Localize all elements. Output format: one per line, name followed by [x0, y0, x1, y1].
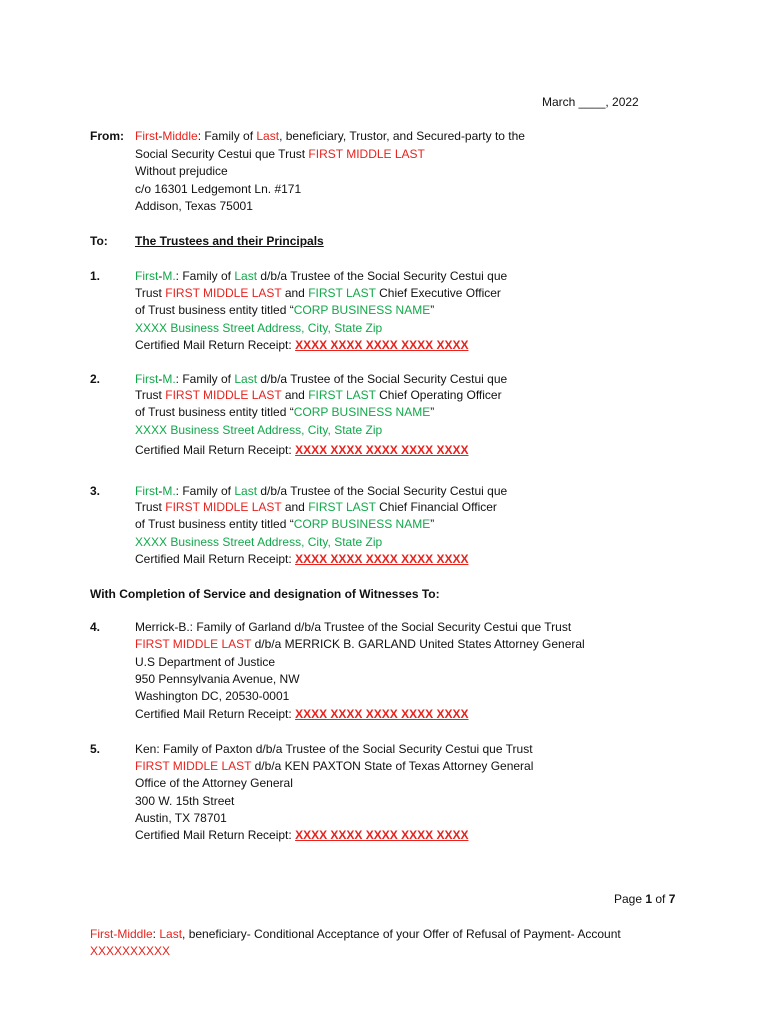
- from-trust-name: FIRST MIDDLE LAST: [308, 147, 425, 161]
- from-dash: -: [158, 129, 163, 143]
- recipient-2-line-3: [135, 405, 434, 420]
- witness-4-line-3: U.S Department of Justice: [135, 655, 276, 669]
- recipient-and: and: [281, 500, 309, 514]
- recipient-quote-close: ”: [430, 517, 435, 531]
- recipient-quote-close: ”: [430, 405, 435, 419]
- witness-4-line-1: Merrick-B.: Family of Garland d/b/a Trustee of the Social Security Cestui que Trust: [135, 620, 572, 634]
- recipient-entity-prefix: of Trust business entity titled “: [135, 405, 294, 419]
- witness-4-line-5: Washington DC, 20530-0001: [135, 689, 290, 703]
- recipient-last: Last: [234, 269, 258, 283]
- witness-5-cert: [135, 828, 468, 843]
- recipient-quote-close: ”: [430, 303, 435, 317]
- recipient-corp: CORP BUSINESS NAME: [293, 405, 431, 419]
- recipient-2-cert: [135, 443, 468, 458]
- witness-title: d/b/a MERRICK B. GARLAND United States Attorney General: [251, 637, 585, 651]
- recipient-1-address: XXXX Business Street Address, City, State Zip: [135, 321, 383, 335]
- recipient-last: Last: [234, 372, 258, 386]
- footer-sep: :: [152, 927, 160, 941]
- from-line-1: [135, 129, 525, 144]
- recipient-officer: Chief Financial Officer: [375, 500, 497, 514]
- recipient-first: First: [135, 269, 159, 283]
- recipient-1-line-3: [135, 303, 434, 318]
- recipient-family-of: : Family of: [175, 372, 235, 386]
- recipient-entity-prefix: of Trust business entity titled “: [135, 517, 294, 531]
- footer-account: XXXXXXXXXX: [90, 944, 171, 958]
- recipient-family-of: : Family of: [175, 484, 235, 498]
- recipient-m: M.: [162, 484, 176, 498]
- from-line-5: Addison, Texas 75001: [135, 199, 253, 213]
- witness-4-line-4: 950 Pennsylvania Avenue, NW: [135, 672, 300, 686]
- witness-5-line-1: Ken: Family of Paxton d/b/a Trustee of the Social Security Cestui que Trust: [135, 742, 533, 756]
- recipient-trustee-text: d/b/a Trustee of the Social Security Cestui que: [257, 269, 508, 283]
- recipient-corp: CORP BUSINESS NAME: [293, 517, 431, 531]
- recipient-officer: Chief Operating Officer: [375, 388, 502, 402]
- recipient-trust-prefix: Trust: [135, 500, 166, 514]
- recipient-trustee-text: d/b/a Trustee of the Social Security Cestui que: [257, 372, 508, 386]
- witness-4-line-2: [135, 637, 585, 652]
- recipient-entity-prefix: of Trust business entity titled “: [135, 303, 294, 317]
- recipient-3-number: 3.: [90, 484, 101, 498]
- cert-number: XXXX XXXX XXXX XXXX XXXX: [295, 828, 469, 842]
- recipient-2-line-2: [135, 388, 502, 403]
- from-line-4: c/o 16301 Ledgemont Ln. #171: [135, 182, 302, 196]
- page-of: of: [652, 892, 669, 906]
- cert-label: Certified Mail Return Receipt:: [135, 338, 296, 352]
- from-role: , beneficiary, Trustor, and Secured-party to the: [279, 129, 525, 143]
- recipient-first: First: [135, 484, 159, 498]
- recipient-2-line-1: First-M.: Family of Last d/b/a Trustee of the Social Security Cestui que: [135, 372, 508, 386]
- recipient-trust-prefix: Trust: [135, 388, 166, 402]
- recipient-corp: CORP BUSINESS NAME: [293, 303, 431, 317]
- witness-5-line-4: 300 W. 15th Street: [135, 794, 235, 808]
- page-total: 7: [668, 892, 676, 906]
- recipient-officer: Chief Executive Officer: [375, 286, 501, 300]
- recipient-1-number: 1.: [90, 269, 101, 283]
- from-label: From:: [90, 129, 124, 143]
- from-last: Last: [256, 129, 280, 143]
- cert-number: XXXX XXXX XXXX XXXX XXXX: [295, 552, 469, 566]
- footer-line-1: [90, 927, 621, 942]
- page-current: 1: [645, 892, 653, 906]
- witness-fml: FIRST MIDDLE LAST: [135, 637, 252, 651]
- recipient-and: and: [281, 388, 309, 402]
- witness-5-line-2: [135, 759, 533, 774]
- witness-fml: FIRST MIDDLE LAST: [135, 759, 252, 773]
- witness-heading: With Completion of Service and designation of Witnesses To:: [90, 587, 440, 601]
- cert-label: Certified Mail Return Receipt:: [135, 552, 296, 566]
- to-label: To:: [90, 234, 108, 248]
- recipient-3-cert: [135, 552, 468, 567]
- recipient-fml: FIRST MIDDLE LAST: [165, 388, 282, 402]
- recipient-family-of: : Family of: [175, 269, 235, 283]
- from-first: First: [135, 129, 159, 143]
- witness-5-line-5: Austin, TX 78701: [135, 811, 227, 825]
- witness-title: d/b/a KEN PAXTON State of Texas Attorney General: [251, 759, 534, 773]
- from-family-of: : Family of: [197, 129, 257, 143]
- witness-5-line-3: Office of the Attorney General: [135, 776, 293, 790]
- recipient-fml: FIRST MIDDLE LAST: [165, 286, 282, 300]
- to-heading: The Trustees and their Principals: [135, 234, 324, 248]
- recipient-m: M.: [162, 269, 176, 283]
- recipient-1-line-1: First-M.: Family of Last d/b/a Trustee of the Social Security Cestui que: [135, 269, 508, 283]
- recipient-last: Last: [234, 484, 258, 498]
- witness-5-number: 5.: [90, 742, 101, 756]
- recipient-1-line-2: [135, 286, 501, 301]
- witness-4-cert: [135, 707, 468, 722]
- recipient-trustee-text: d/b/a Trustee of the Social Security Cestui que: [257, 484, 508, 498]
- page-number: [614, 892, 675, 907]
- from-line-3: Without prejudice: [135, 164, 228, 178]
- document-date: March ____, 2022: [542, 95, 639, 109]
- recipient-trust-prefix: Trust: [135, 286, 166, 300]
- cert-label: Certified Mail Return Receipt:: [135, 443, 296, 457]
- recipient-3-address: XXXX Business Street Address, City, State Zip: [135, 535, 383, 549]
- cert-number: XXXX XXXX XXXX XXXX XXXX: [295, 707, 469, 721]
- recipient-1-cert: [135, 338, 468, 353]
- recipient-fml: FIRST MIDDLE LAST: [165, 500, 282, 514]
- recipient-and: and: [281, 286, 309, 300]
- footer-first-middle: First-Middle: [90, 927, 153, 941]
- footer-last: Last: [159, 927, 183, 941]
- recipient-3-line-3: [135, 517, 434, 532]
- recipient-fl: FIRST LAST: [308, 500, 376, 514]
- recipient-3-line-2: [135, 500, 497, 515]
- footer-text: , beneficiary- Conditional Acceptance of your Offer of Refusal of Payment- Account: [182, 927, 621, 941]
- from-middle: Middle: [162, 129, 198, 143]
- witness-4-number: 4.: [90, 620, 101, 634]
- cert-number: XXXX XXXX XXXX XXXX XXXX: [295, 338, 469, 352]
- page-prefix: Page: [614, 892, 646, 906]
- recipient-2-number: 2.: [90, 372, 101, 386]
- cert-label: Certified Mail Return Receipt:: [135, 828, 296, 842]
- from-line-2: [135, 147, 425, 162]
- recipient-2-address: XXXX Business Street Address, City, State Zip: [135, 423, 383, 437]
- cert-number: XXXX XXXX XXXX XXXX XXXX: [295, 443, 469, 457]
- recipient-m: M.: [162, 372, 176, 386]
- recipient-3-line-1: First-M.: Family of Last d/b/a Trustee of the Social Security Cestui que: [135, 484, 508, 498]
- cert-label: Certified Mail Return Receipt:: [135, 707, 296, 721]
- recipient-fl: FIRST LAST: [308, 388, 376, 402]
- from-trust-text: Social Security Cestui que Trust: [135, 147, 309, 161]
- recipient-first: First: [135, 372, 159, 386]
- recipient-fl: FIRST LAST: [308, 286, 376, 300]
